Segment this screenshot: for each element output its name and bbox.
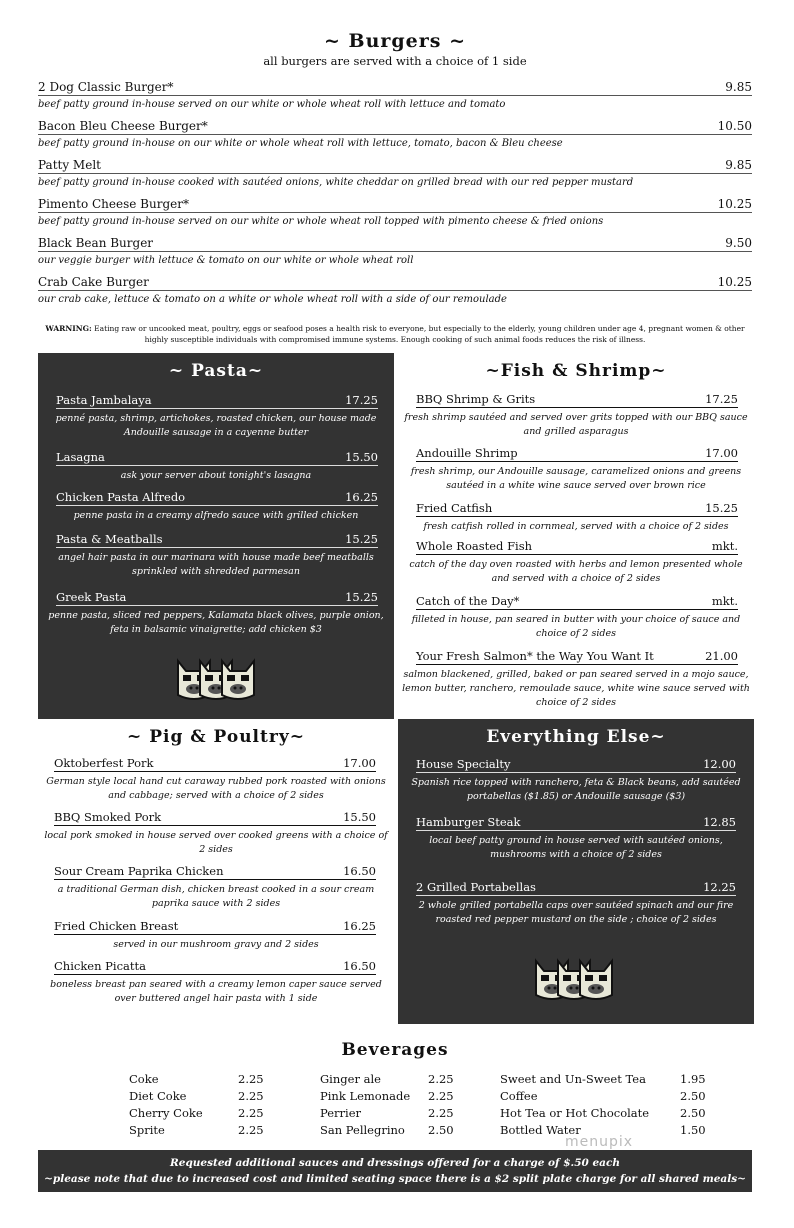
menu-item-desc: angel hair pasta in our marinara with house made beef meatballs sprinkled with shredded parmesan xyxy=(58,552,374,577)
menu-item-name: Whole Roasted Fish xyxy=(416,539,533,553)
burger-item-price: 9.85 xyxy=(725,158,752,172)
beverage-name: Diet Coke xyxy=(129,1089,187,1103)
menu-item-name: Fried Chicken Breast xyxy=(54,919,179,933)
beverage-item xyxy=(129,1123,278,1140)
watermark-text: menupix xyxy=(565,1134,634,1150)
beverage-name: Coke xyxy=(129,1072,159,1086)
menu-item-price: 17.00 xyxy=(705,446,738,460)
menu-item-name: Chicken Picatta xyxy=(54,959,146,973)
beverage-name: Hot Tea or Hot Chocolate xyxy=(500,1106,650,1120)
burger-item-row xyxy=(38,78,752,96)
fish-item xyxy=(398,501,754,534)
pasta-section xyxy=(38,353,394,719)
beverage-item xyxy=(500,1072,720,1089)
menu-item-row xyxy=(416,757,736,773)
menu-item-name: Catch of the Day* xyxy=(416,594,520,608)
fish-item xyxy=(398,594,754,641)
everything-else-item xyxy=(398,880,754,927)
health-warning xyxy=(38,324,752,345)
fish-item xyxy=(398,649,754,709)
beverage-name: Pink Lemonade xyxy=(320,1089,411,1103)
beverage-name: Bottled Water xyxy=(500,1123,581,1137)
menu-item-price: 16.25 xyxy=(343,919,376,933)
menu-item-row xyxy=(54,864,376,880)
warning-text: Eating raw or uncooked meat, poultry, eggs or seafood poses a health risk to everyone, but especially to the elderly, young children under age 4, pregnant women & other highly susceptible individuals with compromised immune systems. Enough cooking of such animal foods reduces the risk of illness. xyxy=(91,324,745,344)
beverage-item xyxy=(500,1106,720,1123)
burger-item-name: Black Bean Burger xyxy=(38,236,154,250)
everything-else-item xyxy=(398,757,754,804)
beverage-price: 2.50 xyxy=(680,1089,706,1103)
menu-item-desc: Spanish rice topped with ranchero, feta & Black beans, add sautéed portabellas ($1.85) or Andouille sausage ($3) xyxy=(411,777,741,802)
beverage-item xyxy=(320,1089,468,1106)
menu-item-price: 15.50 xyxy=(343,810,376,824)
menu-item-desc: penne pasta in a creamy alfredo sauce with grilled chicken xyxy=(73,510,359,521)
pig-item xyxy=(38,959,394,1006)
menu-item-desc: penne pasta, sliced red peppers, Kalamata black olives, purple onion, feta in balsamic vinaigrette; add chicken $3 xyxy=(48,610,384,635)
menu-item-row xyxy=(416,649,738,665)
beverage-name: Sprite xyxy=(129,1123,165,1137)
menu-item-row xyxy=(416,594,738,610)
menu-item-price: 15.25 xyxy=(345,532,378,546)
menu-item-price: 16.50 xyxy=(343,959,376,973)
menu-item-name: Hamburger Steak xyxy=(416,815,521,829)
fish-title: ~Fish & Shrimp~ xyxy=(485,361,667,381)
menu-item-price: 12.00 xyxy=(703,757,736,771)
footer-line-2: ~please note that due to increased cost and limited seating space there is a $2 split plate charge for all shared meals~ xyxy=(44,1172,746,1185)
beverage-name: Cherry Coke xyxy=(129,1106,203,1120)
beverage-item xyxy=(129,1106,278,1123)
menu-item-name: BBQ Smoked Pork xyxy=(54,810,162,824)
pig-item xyxy=(38,864,394,911)
burger-item-desc: beef patty ground in-house served on our white or whole wheat roll topped with pimento cheese & fried onions xyxy=(38,216,604,227)
menu-item-price: 17.00 xyxy=(343,756,376,770)
menu-item-row xyxy=(56,590,378,606)
menu-item-row xyxy=(416,815,736,831)
beverage-name: Coffee xyxy=(500,1089,538,1103)
beverage-price: 2.25 xyxy=(428,1089,454,1103)
pig-item xyxy=(38,756,394,803)
burgers-subtitle: all burgers are served with a choice of 1 side xyxy=(263,54,527,68)
menu-item-desc: fresh shrimp sautéed and served over grits topped with our BBQ sauce and grilled asparagus xyxy=(404,412,748,437)
menu-item-row xyxy=(56,532,378,548)
beverage-price: 2.50 xyxy=(680,1106,706,1120)
menu-item-desc: catch of the day oven roasted with herbs and lemon presented whole and served with a choice of 2 sides xyxy=(409,559,743,584)
burger-item-desc: beef patty ground in-house cooked with sautéed onions, white cheddar on grilled bread with our red pepper mustard xyxy=(38,177,634,188)
warning-label: WARNING: xyxy=(45,324,92,333)
menu-item-name: Your Fresh Salmon* the Way You Want It xyxy=(416,649,654,663)
menu-item-row xyxy=(54,810,376,826)
menu-item-price: 21.00 xyxy=(705,649,738,663)
beverage-price: 2.50 xyxy=(428,1123,454,1137)
beverage-item xyxy=(320,1106,468,1123)
burger-item-desc: our crab cake, lettuce & tomato on a white or whole wheat roll with a side of our remoulade xyxy=(38,294,507,305)
burger-item-row xyxy=(38,234,752,252)
beverage-price: 1.95 xyxy=(680,1072,706,1086)
footer-banner xyxy=(38,1150,752,1192)
beverage-name: Sweet and Un-Sweet Tea xyxy=(500,1072,646,1086)
menu-item-row xyxy=(416,880,736,896)
burger-item-desc: our veggie burger with lettuce & tomato on our white or whole wheat roll xyxy=(38,255,414,266)
menu-item-desc: filleted in house, pan seared in butter with your choice of sauce and choice of 2 sides xyxy=(411,614,741,639)
menu-item-price: mkt. xyxy=(711,594,738,608)
menu-item-price: 16.50 xyxy=(343,864,376,878)
beverages-title: Beverages xyxy=(341,1040,449,1060)
menu-item-row xyxy=(54,919,376,935)
beverage-column xyxy=(129,1072,278,1140)
pig-item xyxy=(38,810,394,857)
menu-item-name: Pasta & Meatballs xyxy=(56,532,163,546)
burger-item-price: 10.25 xyxy=(717,275,752,289)
burger-item-price: 10.50 xyxy=(717,119,752,133)
menu-item-row xyxy=(416,539,738,555)
menu-item-row xyxy=(56,490,378,506)
beverage-price: 2.25 xyxy=(238,1123,264,1137)
beverage-price: 2.25 xyxy=(238,1106,264,1120)
menu-item-desc: a traditional German dish, chicken breast cooked in a sour cream paprika sauce with 2 sides xyxy=(57,884,375,909)
menu-item-row xyxy=(54,959,376,975)
menu-item-price: 17.25 xyxy=(705,392,738,406)
menu-item-price: 15.25 xyxy=(345,590,378,604)
beverage-price: 2.25 xyxy=(238,1089,264,1103)
beverages-section xyxy=(38,1040,752,1137)
menu-item-desc: German style local hand cut caraway rubbed pork roasted with onions and cabbage; served with a choice of 2 sides xyxy=(46,776,386,801)
burger-item-row xyxy=(38,273,752,291)
dog-mascot-icon xyxy=(534,955,614,1003)
menu-item-price: 12.85 xyxy=(703,815,736,829)
fish-shrimp-section xyxy=(398,353,754,719)
pasta-item xyxy=(38,590,394,637)
menu-item-row xyxy=(416,501,738,517)
beverage-price: 1.50 xyxy=(680,1123,706,1137)
burger-item-name: Crab Cake Burger xyxy=(38,275,149,289)
burger-item-price: 9.85 xyxy=(725,80,752,94)
menu-item-desc: served in our mushroom gravy and 2 sides xyxy=(113,939,319,950)
beverage-name: San Pellegrino xyxy=(320,1123,405,1137)
burger-item xyxy=(38,195,752,230)
else-title: Everything Else~ xyxy=(486,727,666,747)
burger-item-name: Patty Melt xyxy=(38,158,101,172)
menu-item-name: Oktoberfest Pork xyxy=(54,756,154,770)
menu-item-desc: salmon blackened, grilled, baked or pan seared served in a mojo sauce, lemon butter, ranchero, remoulade sauce, white wine sauce served with choice of 2 sides xyxy=(402,669,750,708)
menu-item-price: 12.25 xyxy=(703,880,736,894)
menu-item-name: Lasagna xyxy=(56,450,105,464)
burger-item-price: 10.25 xyxy=(717,197,752,211)
menu-item-name: Andouille Shrimp xyxy=(416,446,518,460)
burger-item-name: Pimento Cheese Burger* xyxy=(38,197,189,211)
menu-item-row xyxy=(54,756,376,772)
burger-item xyxy=(38,117,752,152)
pasta-title: ~ Pasta~ xyxy=(168,361,264,381)
burger-item xyxy=(38,234,752,269)
everything-else-item xyxy=(398,815,754,862)
burger-item-row xyxy=(38,156,752,174)
pasta-item xyxy=(38,490,394,523)
menu-item-name: Fried Catfish xyxy=(416,501,493,515)
burger-item-name: 2 Dog Classic Burger* xyxy=(38,80,174,94)
beverage-name: Ginger ale xyxy=(320,1072,381,1086)
menu-item-name: Pasta Jambalaya xyxy=(56,393,152,407)
beverage-item xyxy=(500,1089,720,1106)
beverage-item xyxy=(320,1123,468,1140)
fish-item xyxy=(398,392,754,439)
menu-item-price: 15.25 xyxy=(705,501,738,515)
burgers-title: ~ Burgers ~ xyxy=(323,30,467,52)
burger-item-desc: beef patty ground in-house on our white or whole wheat roll with lettuce, tomato, bacon & Bleu cheese xyxy=(38,138,563,149)
burgers-section xyxy=(38,30,752,308)
menu-item-desc: fresh catfish rolled in cornmeal, served with a choice of 2 sides xyxy=(423,521,729,532)
pig-poultry-section xyxy=(38,719,394,1024)
beverage-price: 2.25 xyxy=(428,1072,454,1086)
pig-item xyxy=(38,919,394,952)
menu-item-row xyxy=(416,446,738,462)
menu-item-row xyxy=(416,392,738,408)
beverage-item xyxy=(320,1072,468,1089)
burger-item xyxy=(38,156,752,191)
menu-item-name: Sour Cream Paprika Chicken xyxy=(54,864,224,878)
menu-item-price: 15.50 xyxy=(345,450,378,464)
beverage-item xyxy=(129,1089,278,1106)
pasta-item xyxy=(38,450,394,483)
menu-item-name: Chicken Pasta Alfredo xyxy=(56,490,186,504)
beverage-price: 2.25 xyxy=(238,1072,264,1086)
menu-item-row xyxy=(56,393,378,409)
menu-item-name: BBQ Shrimp & Grits xyxy=(416,392,536,406)
menu-item-price: 17.25 xyxy=(345,393,378,407)
burger-item-price: 9.50 xyxy=(725,236,752,250)
menu-item-desc: local beef patty ground in house served with sautéed onions, mushrooms with a choice of 2 sides xyxy=(429,835,723,860)
burger-item xyxy=(38,273,752,308)
menu-item-desc: ask your server about tonight's lasagna xyxy=(120,470,312,481)
menu-item-name: Greek Pasta xyxy=(56,590,127,604)
fish-item xyxy=(398,446,754,493)
burger-item-row xyxy=(38,117,752,135)
pasta-item xyxy=(38,532,394,579)
beverage-column xyxy=(500,1072,720,1140)
menu-item-desc: fresh shrimp, our Andouille sausage, caramelized onions and greens sautéed in a white wine sauce served over brown rice xyxy=(410,466,742,491)
beverage-name: Perrier xyxy=(320,1106,362,1120)
burger-item xyxy=(38,78,752,113)
pig-title: ~ Pig & Poultry~ xyxy=(127,727,305,747)
menu-item-desc: boneless breast pan seared with a creamy lemon caper sauce served over buttered angel hair pasta with 1 side xyxy=(50,979,382,1004)
fish-item xyxy=(398,539,754,586)
menu-item-name: House Specialty xyxy=(416,757,511,771)
beverage-item xyxy=(129,1072,278,1089)
menu-item-desc: penné pasta, shrimp, artichokes, roasted chicken, our house made Andouille sausage in a cayenne butter xyxy=(55,413,377,438)
menu-item-row xyxy=(56,450,378,466)
everything-else-section xyxy=(398,719,754,1024)
burger-item-desc: beef patty ground in-house served on our white or whole wheat roll with lettuce and tomato xyxy=(38,99,506,110)
menu-item-price: 16.25 xyxy=(345,490,378,504)
burger-item-name: Bacon Bleu Cheese Burger* xyxy=(38,119,208,133)
beverage-price: 2.25 xyxy=(428,1106,454,1120)
menu-item-price: mkt. xyxy=(711,539,738,553)
pasta-item xyxy=(38,393,394,440)
burger-item-row xyxy=(38,195,752,213)
dog-mascot-icon xyxy=(176,655,256,703)
footer-line-1: Requested additional sauces and dressings offered for a charge of $.50 each xyxy=(170,1157,620,1169)
menu-item-desc: local pork smoked in house served over cooked greens with a choice of 2 sides xyxy=(44,830,388,855)
menu-item-name: 2 Grilled Portabellas xyxy=(416,880,536,894)
menu-item-desc: 2 whole grilled portabella caps over sautéed spinach and our fire roasted red pepper mustard on the side ; choice of 2 sides xyxy=(418,900,734,925)
beverage-column xyxy=(320,1072,468,1140)
